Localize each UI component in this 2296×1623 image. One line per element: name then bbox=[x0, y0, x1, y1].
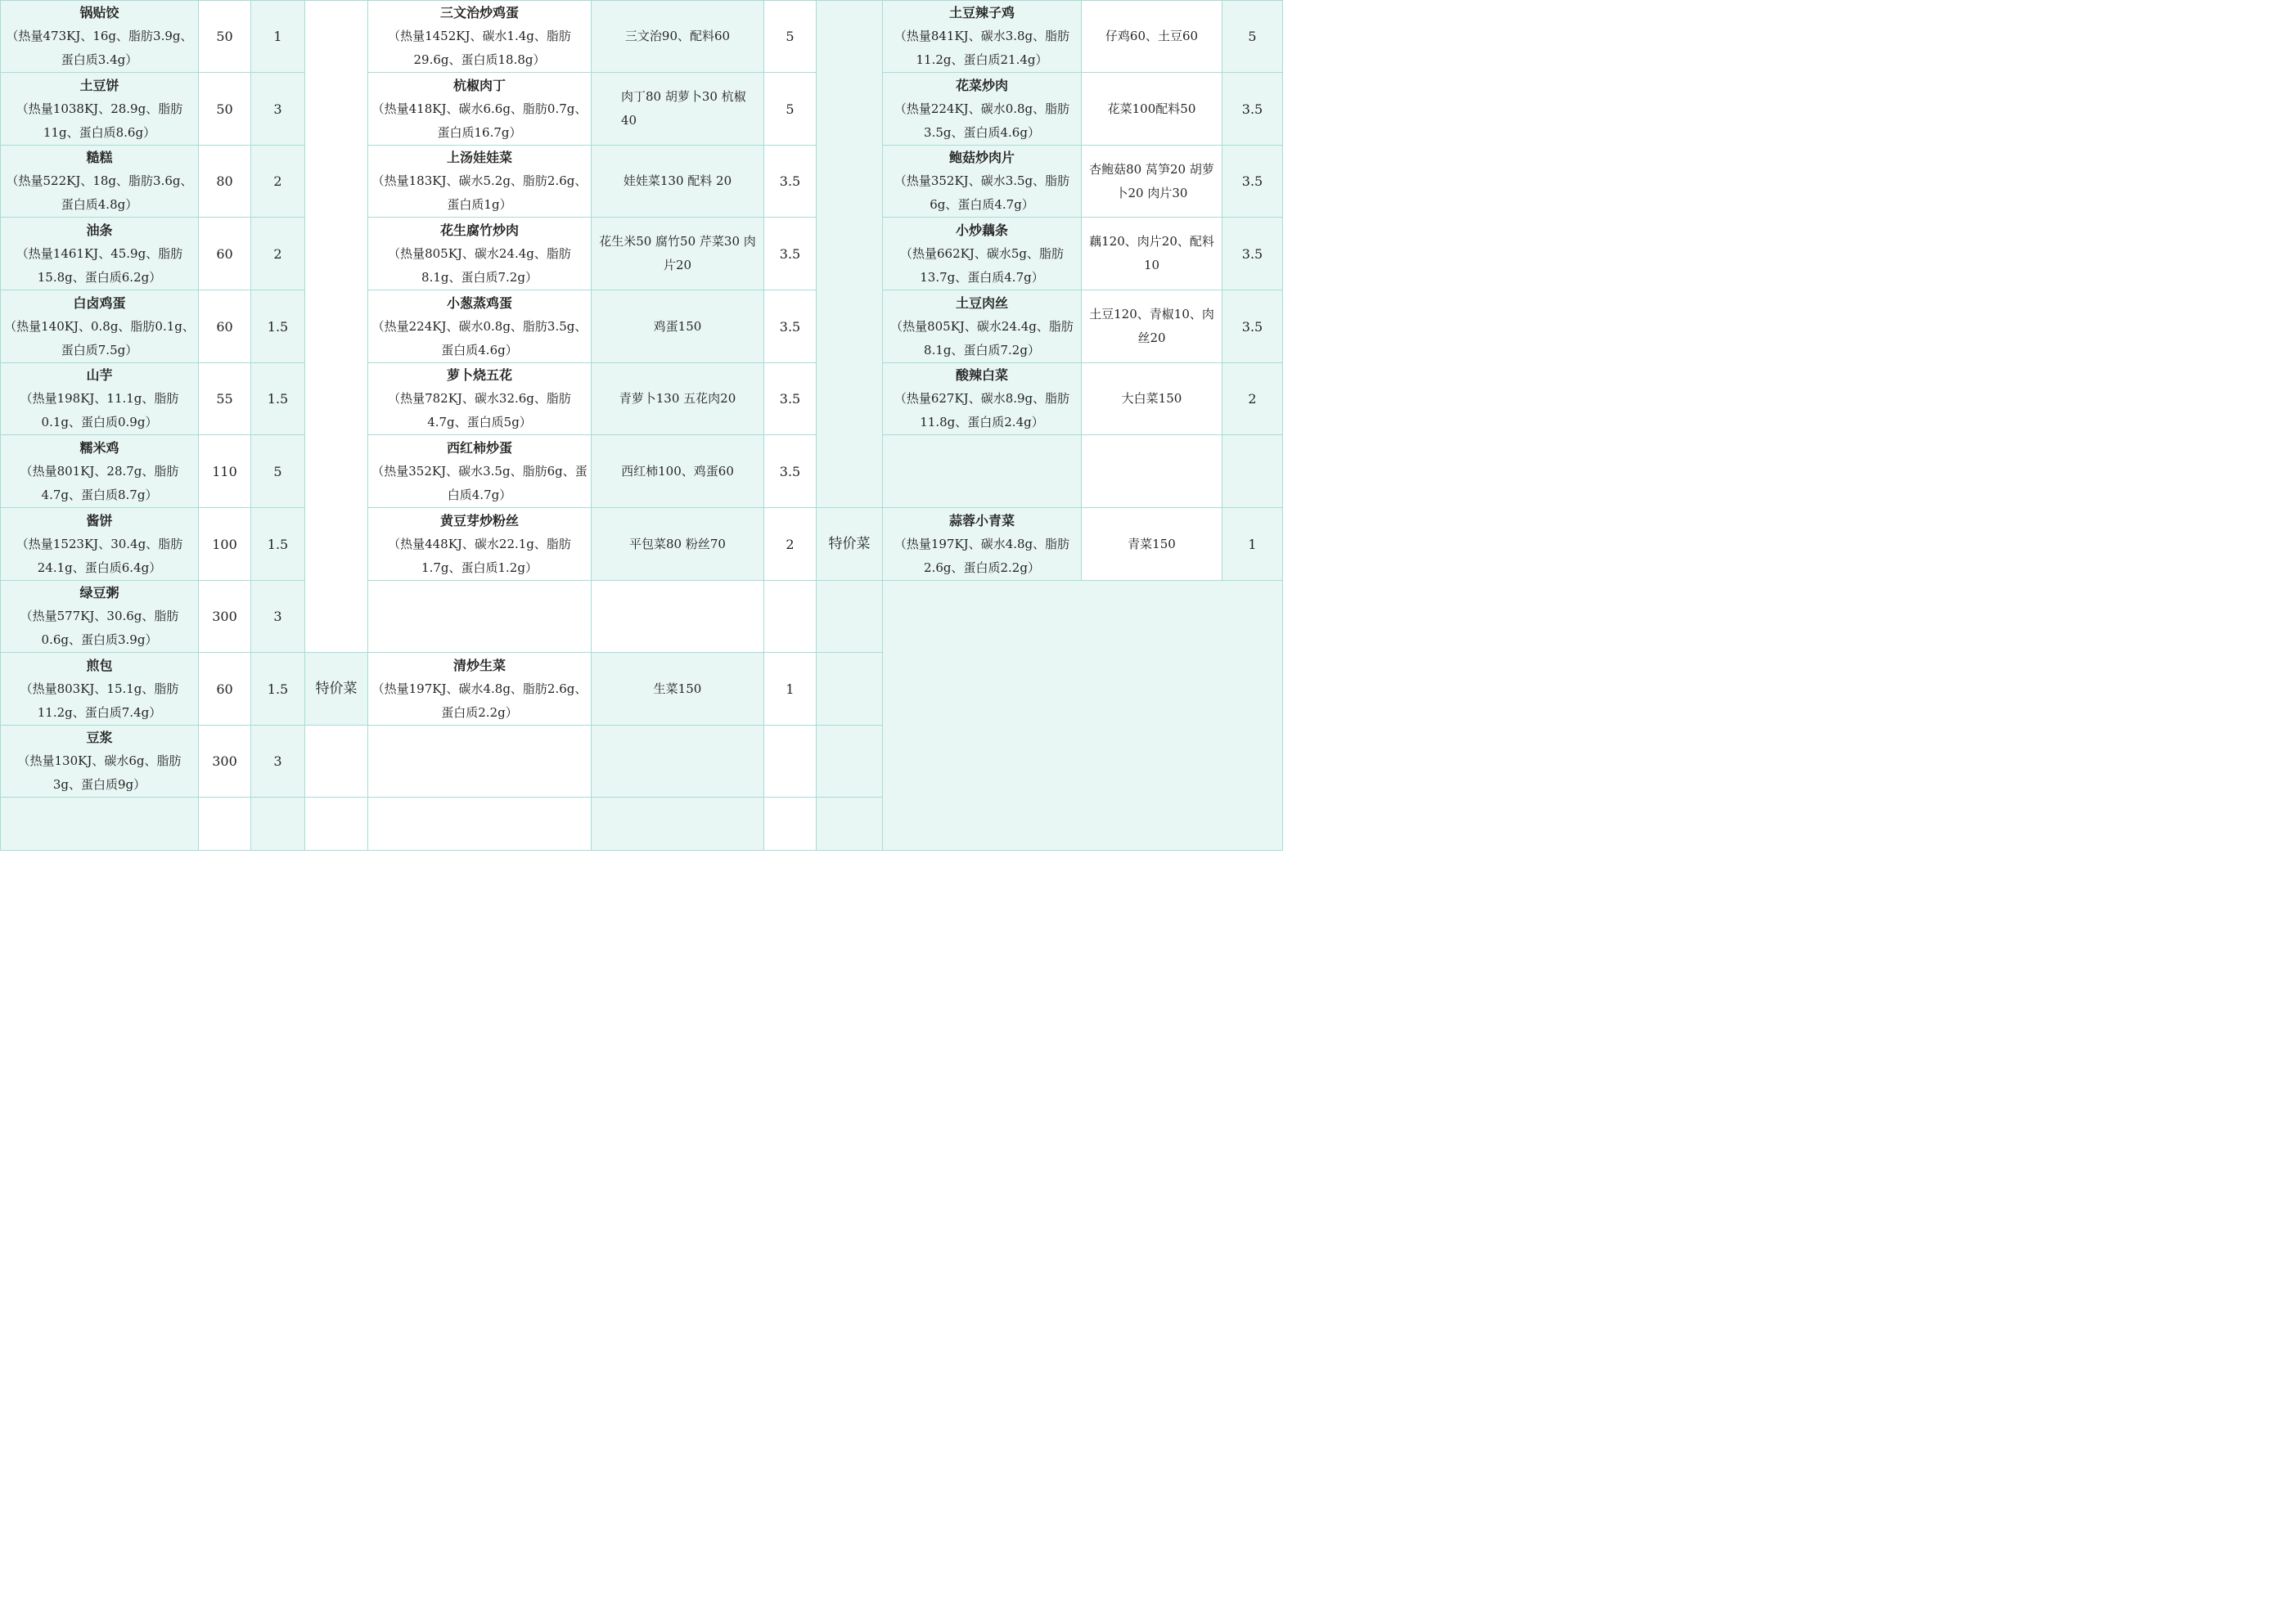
dinner-price-cell[interactable] bbox=[1222, 0, 1283, 73]
lunch-ingredients-cell[interactable] bbox=[592, 290, 764, 363]
dish-price: 1.5 bbox=[267, 391, 289, 407]
empty-cell[interactable] bbox=[817, 581, 883, 653]
lunch-price-cell[interactable] bbox=[764, 0, 817, 73]
dinner-ingredients-cell[interactable] bbox=[1082, 218, 1222, 290]
dinner-ingredients-cell[interactable] bbox=[1082, 0, 1222, 73]
dish-name: 萝卜烧五花 bbox=[446, 367, 512, 383]
dish-price: 3.5 bbox=[779, 173, 801, 189]
dish-nutrition: （热量801KJ、28.7g、脂肪4.7g、蛋白质8.7g） bbox=[20, 463, 179, 502]
dish-weight: 300 bbox=[212, 753, 237, 769]
dish-ingredients: 生菜150 bbox=[653, 681, 702, 696]
lunch-price-cell[interactable] bbox=[764, 435, 817, 508]
dish-name: 绿豆粥 bbox=[79, 585, 119, 600]
breakfast-item-cell[interactable] bbox=[0, 435, 199, 508]
lunch-ingredients-cell[interactable] bbox=[592, 363, 764, 435]
breakfast-item-cell[interactable] bbox=[0, 581, 199, 653]
dish-name: 酱饼 bbox=[86, 512, 113, 528]
lunch-item-cell[interactable] bbox=[368, 146, 592, 218]
dish-name: 煎包 bbox=[86, 657, 113, 673]
empty-cell[interactable] bbox=[764, 798, 817, 851]
dish-ingredients: 藕120、肉片20、配料10 bbox=[1089, 234, 1214, 272]
dish-price: 1 bbox=[1248, 536, 1257, 552]
dinner-ingredients-cell[interactable] bbox=[1082, 73, 1222, 146]
dish-ingredients: 杏鲍菇80 莴笋20 胡萝卜20 肉片30 bbox=[1089, 161, 1214, 200]
lunch-price-cell[interactable] bbox=[764, 290, 817, 363]
dish-nutrition: （热量1523KJ、30.4g、脂肪24.1g、蛋白质6.4g） bbox=[16, 536, 183, 575]
dish-ingredients: 西红柿100、鸡蛋60 bbox=[621, 463, 734, 479]
lunch-ingredients-cell[interactable] bbox=[592, 508, 764, 581]
empty-cell[interactable] bbox=[368, 798, 592, 851]
dish-ingredients: 花菜100配料50 bbox=[1107, 101, 1196, 116]
dish-weight: 60 bbox=[216, 681, 233, 697]
dish-nutrition: （热量140KJ、0.8g、脂肪0.1g、蛋白质7.5g） bbox=[4, 318, 195, 357]
dish-name: 糙糕 bbox=[86, 150, 113, 165]
empty-cell[interactable] bbox=[251, 798, 305, 851]
breakfast-price-cell[interactable] bbox=[251, 435, 305, 508]
breakfast-item-cell[interactable] bbox=[0, 363, 199, 435]
empty-cell[interactable] bbox=[764, 726, 817, 798]
dish-weight: 60 bbox=[216, 318, 233, 335]
dish-price: 1 bbox=[273, 29, 282, 44]
breakfast-item-cell[interactable] bbox=[0, 218, 199, 290]
empty-cell[interactable] bbox=[368, 726, 592, 798]
breakfast-item-cell[interactable] bbox=[0, 73, 199, 146]
dinner-price-cell[interactable] bbox=[1222, 218, 1283, 290]
dish-price: 3 bbox=[273, 609, 282, 624]
breakfast-weight-cell[interactable] bbox=[199, 581, 251, 653]
dish-nutrition: （热量183KJ、碳水5.2g、脂肪2.6g、蛋白质1g） bbox=[371, 173, 588, 212]
dish-name: 花生腐竹炒肉 bbox=[439, 222, 519, 238]
lunch-ingredients-cell[interactable] bbox=[592, 218, 764, 290]
dish-weight: 50 bbox=[216, 29, 233, 44]
dish-nutrition: （热量662KJ、碳水5g、脂肪13.7g、蛋白质4.7g） bbox=[900, 245, 1064, 285]
dinner-item-cell[interactable] bbox=[883, 363, 1082, 435]
empty-area[interactable] bbox=[883, 581, 1283, 851]
lunch-price-cell[interactable] bbox=[764, 146, 817, 218]
dish-ingredients: 仔鸡60、土豆60 bbox=[1105, 29, 1199, 43]
empty-cell[interactable] bbox=[305, 798, 368, 851]
dish-price: 3.5 bbox=[1241, 173, 1263, 189]
dish-name: 土豆肉丝 bbox=[955, 294, 1008, 311]
dish-nutrition: （热量782KJ、碳水32.6g、脂肪4.7g、蛋白质5g） bbox=[388, 391, 571, 429]
dish-price: 2 bbox=[273, 173, 282, 189]
dish-name: 清炒生菜 bbox=[452, 657, 506, 673]
breakfast-weight-cell[interactable] bbox=[199, 0, 251, 73]
dish-name: 油条 bbox=[86, 222, 113, 238]
dish-nutrition: （热量224KJ、碳水0.8g、脂肪3.5g、蛋白质4.6g） bbox=[371, 318, 588, 357]
dish-ingredients: 肉丁80 胡萝卜30 杭椒40 bbox=[621, 89, 746, 128]
dish-price: 2 bbox=[1248, 391, 1257, 407]
dish-name: 花菜炒肉 bbox=[955, 77, 1008, 93]
dinner-price-cell[interactable] bbox=[1222, 290, 1283, 363]
breakfast-price-cell[interactable] bbox=[251, 653, 305, 726]
special-label-cell[interactable] bbox=[305, 653, 368, 726]
empty-cell[interactable] bbox=[817, 798, 883, 851]
dinner-price-cell[interactable] bbox=[1222, 363, 1283, 435]
dinner-price-cell[interactable] bbox=[1222, 73, 1283, 146]
dish-name: 糯米鸡 bbox=[79, 439, 119, 456]
lunch-item-cell[interactable] bbox=[368, 290, 592, 363]
breakfast-price-cell[interactable] bbox=[251, 73, 305, 146]
dish-price: 3.5 bbox=[1241, 101, 1263, 117]
dinner-ingredients-cell[interactable] bbox=[1082, 363, 1222, 435]
dish-price: 3.5 bbox=[779, 318, 801, 335]
dish-name: 西红柿炒蛋 bbox=[446, 439, 512, 456]
dish-price: 5 bbox=[786, 29, 795, 44]
empty-cell[interactable] bbox=[0, 798, 199, 851]
dish-nutrition: （热量198KJ、11.1g、脂肪0.1g、蛋白质0.9g） bbox=[20, 391, 179, 429]
empty-cell[interactable] bbox=[592, 798, 764, 851]
breakfast-item-cell[interactable] bbox=[0, 726, 199, 798]
dish-nutrition: （热量352KJ、碳水3.5g、脂肪6g、蛋白质4.7g） bbox=[894, 173, 1070, 212]
dish-ingredients: 土豆120、青椒10、肉丝20 bbox=[1089, 307, 1214, 345]
dish-weight: 50 bbox=[216, 101, 233, 117]
dish-name: 上汤娃娃菜 bbox=[446, 150, 512, 165]
dish-price: 5 bbox=[1248, 29, 1257, 44]
dish-ingredients: 平包菜80 粉丝70 bbox=[629, 536, 726, 551]
dish-nutrition: （热量841KJ、碳水3.8g、脂肪11.2g、蛋白质21.4g） bbox=[894, 29, 1070, 67]
breakfast-price-cell[interactable] bbox=[251, 581, 305, 653]
dish-weight: 110 bbox=[212, 463, 237, 479]
dish-nutrition: （热量197KJ、碳水4.8g、脂肪2.6g、蛋白质2.2g） bbox=[894, 536, 1070, 575]
dish-name: 土豆辣子鸡 bbox=[948, 5, 1015, 20]
breakfast-item-cell[interactable] bbox=[0, 146, 199, 218]
lunch-price-cell[interactable] bbox=[764, 73, 817, 146]
dish-name: 蒜蓉小青菜 bbox=[948, 512, 1015, 528]
empty-cell[interactable] bbox=[592, 726, 764, 798]
breakfast-item-cell[interactable] bbox=[0, 508, 199, 581]
breakfast-weight-cell[interactable] bbox=[199, 435, 251, 508]
dish-weight: 60 bbox=[216, 245, 233, 262]
dish-weight: 300 bbox=[212, 609, 237, 624]
empty-cell[interactable] bbox=[764, 581, 817, 653]
category-cell[interactable] bbox=[817, 0, 883, 508]
lunch-price-cell[interactable] bbox=[764, 363, 817, 435]
dish-price: 3 bbox=[273, 753, 282, 769]
breakfast-price-cell[interactable] bbox=[251, 0, 305, 73]
dish-nutrition: （热量805KJ、碳水24.4g、脂肪8.1g、蛋白质7.2g） bbox=[890, 318, 1074, 357]
dish-nutrition: （热量448KJ、碳水22.1g、脂肪1.7g、蛋白质1.2g） bbox=[388, 536, 571, 575]
lunch-special-item-cell[interactable] bbox=[368, 653, 592, 726]
dish-nutrition: （热量130KJ、碳水6g、脂肪3g、蛋白质9g） bbox=[17, 753, 182, 792]
dinner-item-cell[interactable] bbox=[883, 0, 1082, 73]
lunch-price-cell[interactable] bbox=[764, 508, 817, 581]
dish-price: 5 bbox=[786, 101, 795, 117]
dish-nutrition: （热量1038KJ、28.9g、脂肪11g、蛋白质8.6g） bbox=[16, 101, 183, 140]
breakfast-price-cell[interactable] bbox=[251, 290, 305, 363]
lunch-ingredients-cell[interactable] bbox=[592, 73, 764, 146]
dish-name: 土豆饼 bbox=[79, 77, 119, 93]
dinner-ingredients-cell[interactable] bbox=[1082, 146, 1222, 218]
dinner-item-cell[interactable] bbox=[883, 218, 1082, 290]
dish-price: 1.5 bbox=[267, 318, 289, 335]
breakfast-item-cell[interactable] bbox=[0, 653, 199, 726]
dish-price: 1 bbox=[786, 681, 795, 697]
breakfast-weight-cell[interactable] bbox=[199, 726, 251, 798]
dish-name: 小葱蒸鸡蛋 bbox=[446, 294, 512, 311]
special-label-cell[interactable] bbox=[817, 508, 883, 581]
dish-weight: 80 bbox=[216, 173, 233, 189]
dish-ingredients: 青萝卜130 五花肉20 bbox=[619, 391, 736, 406]
dish-name: 豆浆 bbox=[86, 730, 113, 745]
dinner-special-price-cell[interactable] bbox=[1222, 508, 1283, 581]
dinner-special-item-cell[interactable] bbox=[883, 508, 1082, 581]
dish-name: 小炒藕条 bbox=[955, 222, 1008, 238]
breakfast-price-cell[interactable] bbox=[251, 218, 305, 290]
dish-weight: 100 bbox=[212, 536, 237, 552]
lunch-item-cell[interactable] bbox=[368, 363, 592, 435]
dish-ingredients: 青菜150 bbox=[1128, 536, 1176, 551]
dish-price: 3 bbox=[273, 101, 282, 117]
dish-nutrition: （热量805KJ、碳水24.4g、脂肪8.1g、蛋白质7.2g） bbox=[388, 245, 571, 285]
breakfast-price-cell[interactable] bbox=[251, 363, 305, 435]
breakfast-weight-cell[interactable] bbox=[199, 508, 251, 581]
special-label: 特价菜 bbox=[315, 680, 358, 697]
dinner-item-cell[interactable] bbox=[883, 146, 1082, 218]
empty-cell[interactable] bbox=[817, 653, 883, 726]
menu-spreadsheet bbox=[0, 0, 1283, 907]
dish-price: 3.5 bbox=[779, 245, 801, 262]
dish-nutrition: （热量1461KJ、45.9g、脂肪15.8g、蛋白质6.2g） bbox=[16, 245, 183, 285]
lunch-ingredients-cell[interactable] bbox=[592, 0, 764, 73]
breakfast-weight-cell[interactable] bbox=[199, 290, 251, 363]
dinner-item-cell[interactable] bbox=[883, 290, 1082, 363]
lunch-special-price-cell[interactable] bbox=[764, 653, 817, 726]
lunch-price-cell[interactable] bbox=[764, 218, 817, 290]
special-label: 特价菜 bbox=[828, 535, 871, 552]
breakfast-price-cell[interactable] bbox=[251, 726, 305, 798]
dish-price: 1.5 bbox=[267, 681, 289, 697]
category-cell[interactable] bbox=[305, 0, 368, 653]
dinner-price-cell[interactable] bbox=[1222, 146, 1283, 218]
dish-nutrition: （热量352KJ、碳水3.5g、脂肪6g、蛋白质4.7g） bbox=[371, 463, 588, 502]
breakfast-weight-cell[interactable] bbox=[199, 363, 251, 435]
dish-ingredients: 鸡蛋150 bbox=[653, 318, 702, 334]
lunch-item-cell[interactable] bbox=[368, 435, 592, 508]
dish-nutrition: （热量224KJ、碳水0.8g、脂肪3.5g、蛋白质4.6g） bbox=[894, 101, 1070, 140]
breakfast-weight-cell[interactable] bbox=[199, 146, 251, 218]
empty-cell[interactable] bbox=[817, 726, 883, 798]
breakfast-price-cell[interactable] bbox=[251, 508, 305, 581]
lunch-item-cell[interactable] bbox=[368, 0, 592, 73]
empty-cell[interactable] bbox=[305, 726, 368, 798]
lunch-item-cell[interactable] bbox=[368, 218, 592, 290]
empty-cell[interactable] bbox=[1082, 435, 1222, 508]
breakfast-item-cell[interactable] bbox=[0, 290, 199, 363]
dish-nutrition: （热量1452KJ、碳水1.4g、脂肪29.6g、蛋白质18.8g） bbox=[388, 29, 571, 67]
empty-cell[interactable] bbox=[199, 798, 251, 851]
dish-price: 3.5 bbox=[1241, 318, 1263, 335]
dish-name: 鲍菇炒肉片 bbox=[948, 150, 1015, 165]
lunch-ingredients-cell[interactable] bbox=[592, 435, 764, 508]
dinner-item-cell[interactable] bbox=[883, 73, 1082, 146]
dish-ingredients: 大白菜150 bbox=[1121, 391, 1182, 406]
breakfast-weight-cell[interactable] bbox=[199, 653, 251, 726]
dish-price: 3.5 bbox=[779, 391, 801, 407]
breakfast-price-cell[interactable] bbox=[251, 146, 305, 218]
dish-price: 1.5 bbox=[267, 536, 289, 552]
dish-price: 2 bbox=[786, 536, 795, 552]
dish-nutrition: （热量418KJ、碳水6.6g、脂肪0.7g、蛋白质16.7g） bbox=[371, 101, 588, 140]
dish-nutrition: （热量627KJ、碳水8.9g、脂肪11.8g、蛋白质2.4g） bbox=[894, 391, 1070, 429]
breakfast-weight-cell[interactable] bbox=[199, 73, 251, 146]
dish-ingredients: 娃娃菜130 配料 20 bbox=[623, 173, 732, 188]
dish-nutrition: （热量197KJ、碳水4.8g、脂肪2.6g、蛋白质2.2g） bbox=[371, 681, 588, 720]
dish-ingredients: 花生米50 腐竹50 芹菜30 肉片20 bbox=[599, 234, 756, 272]
dish-nutrition: （热量577KJ、30.6g、脂肪0.6g、蛋白质3.9g） bbox=[20, 609, 179, 647]
dish-name: 三文治炒鸡蛋 bbox=[439, 5, 519, 20]
empty-cell[interactable] bbox=[368, 581, 592, 653]
lunch-special-ingredients-cell[interactable] bbox=[592, 653, 764, 726]
dinner-special-ingredients-cell[interactable] bbox=[1082, 508, 1222, 581]
lunch-item-cell[interactable] bbox=[368, 508, 592, 581]
dish-name: 白卤鸡蛋 bbox=[73, 294, 126, 311]
dish-price: 3.5 bbox=[779, 463, 801, 479]
dish-nutrition: （热量473KJ、16g、脂肪3.9g、蛋白质3.4g） bbox=[6, 29, 193, 67]
empty-cell[interactable] bbox=[1222, 435, 1283, 508]
dish-name: 黄豆芽炒粉丝 bbox=[439, 512, 519, 528]
dish-nutrition: （热量803KJ、15.1g、脂肪11.2g、蛋白质7.4g） bbox=[20, 681, 179, 720]
lunch-item-cell[interactable] bbox=[368, 73, 592, 146]
dish-nutrition: （热量522KJ、18g、脂肪3.6g、蛋白质4.8g） bbox=[6, 173, 193, 212]
breakfast-item-cell[interactable] bbox=[0, 0, 199, 73]
dish-name: 酸辣白菜 bbox=[955, 367, 1008, 383]
breakfast-weight-cell[interactable] bbox=[199, 218, 251, 290]
lunch-ingredients-cell[interactable] bbox=[592, 146, 764, 218]
dish-price: 3.5 bbox=[1241, 245, 1263, 262]
dish-name: 锅贴饺 bbox=[79, 5, 119, 20]
dish-weight: 55 bbox=[216, 391, 233, 407]
dish-price: 2 bbox=[273, 245, 282, 262]
empty-cell[interactable] bbox=[592, 581, 764, 653]
dinner-ingredients-cell[interactable] bbox=[1082, 290, 1222, 363]
empty-cell[interactable] bbox=[883, 435, 1082, 508]
dish-ingredients: 三文治90、配料60 bbox=[624, 29, 731, 43]
dish-name: 杭椒肉丁 bbox=[452, 77, 506, 93]
dish-name: 山芋 bbox=[86, 367, 113, 383]
dish-price: 5 bbox=[273, 463, 282, 479]
